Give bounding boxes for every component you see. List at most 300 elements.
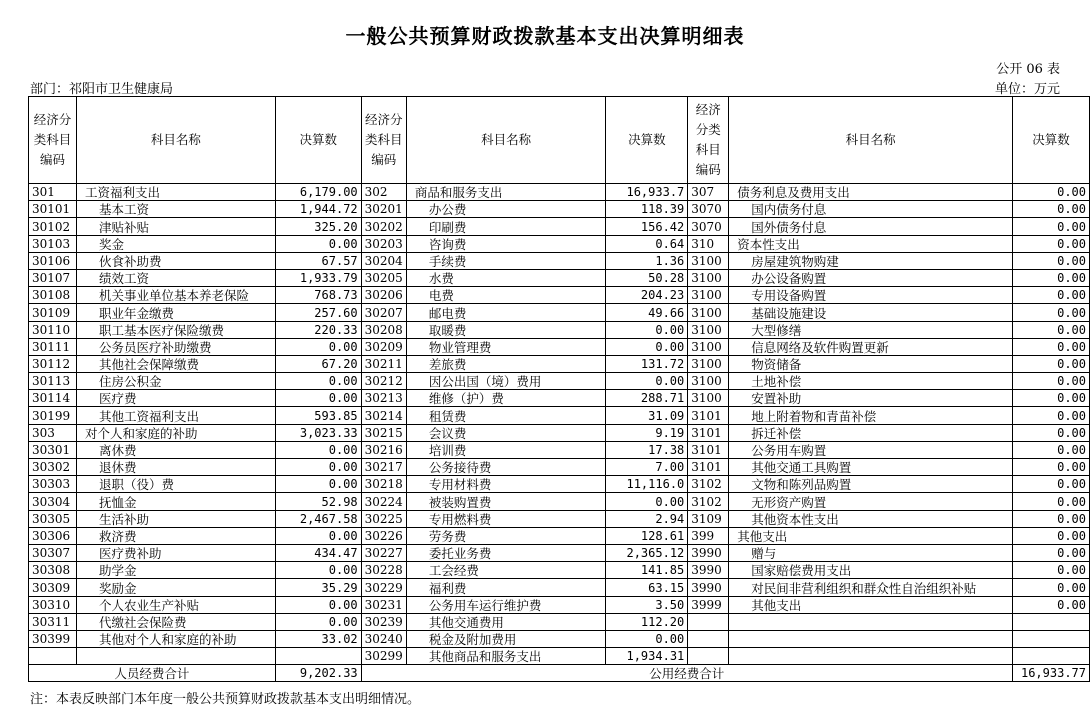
item-code: 30224: [361, 493, 406, 510]
item-name: 职工基本医疗保险缴费: [76, 321, 275, 338]
item-name: 抚恤金: [76, 493, 275, 510]
item-name: 手续费: [406, 252, 606, 269]
item-name: 基本工资: [76, 201, 275, 218]
item-amount: 0.00: [1012, 321, 1089, 338]
item-amount: 1,934.31: [606, 648, 688, 665]
item-code: 30228: [361, 562, 406, 579]
item-name: 其他支出: [729, 527, 1013, 544]
item-amount: 128.61: [606, 527, 688, 544]
item-amount: 0.00: [1012, 355, 1089, 372]
item-name: 电费: [406, 287, 606, 304]
item-code: 30202: [361, 218, 406, 235]
item-amount: 118.39: [606, 201, 688, 218]
item-code: 307: [688, 184, 729, 201]
item-code: 3100: [688, 304, 729, 321]
item-amount: 0.00: [1012, 441, 1089, 458]
item-name: 工会经费: [406, 562, 606, 579]
item-amount: 0.00: [1012, 218, 1089, 235]
header-code: 经济分类科目编码: [361, 97, 406, 184]
item-code: 3100: [688, 252, 729, 269]
item-name: [76, 648, 275, 665]
item-amount: 50.28: [606, 269, 688, 286]
item-amount: 0.00: [275, 527, 361, 544]
item-code: 30211: [361, 355, 406, 372]
item-amount: 257.60: [275, 304, 361, 321]
item-amount: 288.71: [606, 390, 688, 407]
item-amount: 0.00: [1012, 338, 1089, 355]
item-code: 30199: [29, 407, 77, 424]
item-code: 30399: [29, 630, 77, 647]
item-name: 被装购置费: [406, 493, 606, 510]
item-code: 30205: [361, 269, 406, 286]
totals-row: [29, 665, 1090, 682]
item-amount: 11,116.0: [606, 476, 688, 493]
item-name: 退职（役）费: [76, 476, 275, 493]
item-name: 土地补偿: [729, 373, 1013, 390]
item-name: 奖励金: [76, 579, 275, 596]
item-amount: 2,365.12: [606, 544, 688, 561]
footnote: 注：本表反映部门本年度一般公共预算财政拨款基本支出明细情况。: [30, 692, 421, 707]
item-name: 离休费: [76, 441, 275, 458]
item-amount: 0.00: [1012, 527, 1089, 544]
item-name: 劳务费: [406, 527, 606, 544]
item-code: 30101: [29, 201, 77, 218]
item-amount: 0.00: [1012, 493, 1089, 510]
item-code: 30308: [29, 562, 77, 579]
item-code: 30303: [29, 476, 77, 493]
item-amount: 0.00: [1012, 373, 1089, 390]
item-code: 30110: [29, 321, 77, 338]
item-name: 福利费: [406, 579, 606, 596]
item-name: 信息网络及软件购置更新: [729, 338, 1013, 355]
item-name: 救济费: [76, 527, 275, 544]
item-code: 30109: [29, 304, 77, 321]
item-amount: 0.64: [606, 235, 688, 252]
item-name: 对个人和家庭的补助: [76, 424, 275, 441]
item-amount: 17.38: [606, 441, 688, 458]
item-code: 30108: [29, 287, 77, 304]
item-name: 国外债务付息: [729, 218, 1013, 235]
table-row: [29, 613, 1090, 630]
item-code: 30107: [29, 269, 77, 286]
form-number: 公开 06 表: [996, 62, 1060, 77]
item-code: 3101: [688, 441, 729, 458]
table-row: [29, 184, 1090, 201]
item-name: 税金及附加费用: [406, 630, 606, 647]
item-code: 30301: [29, 441, 77, 458]
item-amount: [1012, 630, 1089, 647]
item-name: 职业年金缴费: [76, 304, 275, 321]
item-name: 公务用车运行维护费: [406, 596, 606, 613]
item-code: 3102: [688, 476, 729, 493]
item-code: 30226: [361, 527, 406, 544]
item-code: 3100: [688, 390, 729, 407]
item-name: 资本性支出: [729, 235, 1013, 252]
item-name: 其他社会保障缴费: [76, 355, 275, 372]
item-amount: 0.00: [275, 596, 361, 613]
item-amount: 7.00: [606, 459, 688, 476]
item-code: 3100: [688, 321, 729, 338]
item-amount: 0.00: [606, 630, 688, 647]
table-row: [29, 441, 1090, 458]
item-amount: 0.00: [275, 390, 361, 407]
item-amount: 0.00: [1012, 596, 1089, 613]
item-code: 3101: [688, 407, 729, 424]
item-code: 3100: [688, 373, 729, 390]
item-name: 专用燃料费: [406, 510, 606, 527]
item-amount: 6,179.00: [275, 184, 361, 201]
item-name: 培训费: [406, 441, 606, 458]
item-amount: 49.66: [606, 304, 688, 321]
item-amount: 0.00: [275, 476, 361, 493]
item-code: 30212: [361, 373, 406, 390]
item-amount: 0.00: [275, 338, 361, 355]
item-name: 专用材料费: [406, 476, 606, 493]
item-amount: 1,933.79: [275, 269, 361, 286]
item-code: 30111: [29, 338, 77, 355]
table-row: [29, 407, 1090, 424]
item-amount: 0.00: [1012, 424, 1089, 441]
item-amount: 16,933.7: [606, 184, 688, 201]
item-name: 其他资本性支出: [729, 510, 1013, 527]
item-code: 399: [688, 527, 729, 544]
table-row: [29, 269, 1090, 286]
public-total-value: 16,933.77: [1012, 665, 1089, 682]
item-amount: 63.15: [606, 579, 688, 596]
table-row: [29, 424, 1090, 441]
item-amount: 0.00: [1012, 201, 1089, 218]
item-amount: 0.00: [1012, 184, 1089, 201]
item-name: 印刷费: [406, 218, 606, 235]
item-name: 奖金: [76, 235, 275, 252]
item-code: 30231: [361, 596, 406, 613]
item-name: 绩效工资: [76, 269, 275, 286]
personnel-total-value: 9,202.33: [275, 665, 361, 682]
item-amount: 0.00: [1012, 544, 1089, 561]
item-code: 30304: [29, 493, 77, 510]
item-name: 其他商品和服务支出: [406, 648, 606, 665]
item-code: 30112: [29, 355, 77, 372]
item-name: 安置补助: [729, 390, 1013, 407]
item-amount: 204.23: [606, 287, 688, 304]
header-code: 经济分类科目编码: [29, 97, 77, 184]
table-row: [29, 476, 1090, 493]
header-amount: 决算数: [275, 97, 361, 184]
item-name: 国家赔偿费用支出: [729, 562, 1013, 579]
item-code: 30310: [29, 596, 77, 613]
item-code: 30203: [361, 235, 406, 252]
item-name: 公务接待费: [406, 459, 606, 476]
item-code: 30217: [361, 459, 406, 476]
item-name: 房屋建筑物购建: [729, 252, 1013, 269]
item-amount: 0.00: [1012, 407, 1089, 424]
item-name: 邮电费: [406, 304, 606, 321]
item-amount: 0.00: [275, 235, 361, 252]
item-code: 30206: [361, 287, 406, 304]
item-name: 伙食补助费: [76, 252, 275, 269]
item-code: 30208: [361, 321, 406, 338]
item-amount: 141.85: [606, 562, 688, 579]
table-row: [29, 235, 1090, 252]
item-code: 3990: [688, 562, 729, 579]
item-code: 3101: [688, 459, 729, 476]
item-name: 因公出国（境）费用: [406, 373, 606, 390]
item-name: 取暖费: [406, 321, 606, 338]
item-code: 30240: [361, 630, 406, 647]
item-amount: 0.00: [1012, 269, 1089, 286]
item-amount: 593.85: [275, 407, 361, 424]
item-code: 303: [29, 424, 77, 441]
item-name: 其他对个人和家庭的补助: [76, 630, 275, 647]
item-name: 生活补助: [76, 510, 275, 527]
item-amount: 0.00: [275, 562, 361, 579]
personnel-total-label: 人员经费合计: [29, 665, 276, 682]
table-row: [29, 648, 1090, 665]
item-code: 30239: [361, 613, 406, 630]
item-amount: 1,944.72: [275, 201, 361, 218]
item-code: 3109: [688, 510, 729, 527]
item-amount: 0.00: [1012, 562, 1089, 579]
item-name: 国内债务付息: [729, 201, 1013, 218]
table-row: [29, 287, 1090, 304]
item-name: 维修（护）费: [406, 390, 606, 407]
table-row: [29, 390, 1090, 407]
item-code: 30102: [29, 218, 77, 235]
table-row: [29, 321, 1090, 338]
table-row: [29, 544, 1090, 561]
item-name: 物业管理费: [406, 338, 606, 355]
item-code: 30204: [361, 252, 406, 269]
item-code: 3990: [688, 579, 729, 596]
item-amount: 0.00: [606, 321, 688, 338]
item-amount: 0.00: [1012, 235, 1089, 252]
item-name: 文物和陈列品购置: [729, 476, 1013, 493]
header-name: 科目名称: [76, 97, 275, 184]
item-name: 水费: [406, 269, 606, 286]
item-amount: 3.50: [606, 596, 688, 613]
item-name: 医疗费补助: [76, 544, 275, 561]
table-row: [29, 493, 1090, 510]
item-code: 3101: [688, 424, 729, 441]
item-code: 30229: [361, 579, 406, 596]
item-name: 助学金: [76, 562, 275, 579]
item-name: [729, 613, 1013, 630]
item-code: [688, 630, 729, 647]
item-name: 个人农业生产补贴: [76, 596, 275, 613]
item-code: 30209: [361, 338, 406, 355]
item-code: [688, 648, 729, 665]
item-code: 3999: [688, 596, 729, 613]
item-name: 代缴社会保险费: [76, 613, 275, 630]
item-code: 30214: [361, 407, 406, 424]
item-name: 租赁费: [406, 407, 606, 424]
item-amount: 0.00: [1012, 252, 1089, 269]
item-name: 住房公积金: [76, 373, 275, 390]
item-code: 30114: [29, 390, 77, 407]
item-name: 地上附着物和青苗补偿: [729, 407, 1013, 424]
page-title: 一般公共预算财政拨款基本支出决算明细表: [345, 24, 745, 48]
item-amount: 0.00: [275, 441, 361, 458]
item-code: 30113: [29, 373, 77, 390]
item-code: 3990: [688, 544, 729, 561]
item-code: 30216: [361, 441, 406, 458]
public-total-label: 公用经费合计: [361, 665, 1012, 682]
header-amount: 决算数: [606, 97, 688, 184]
expenditure-table: [28, 96, 1090, 682]
item-amount: 35.29: [275, 579, 361, 596]
table-row: [29, 510, 1090, 527]
item-name: 赠与: [729, 544, 1013, 561]
item-code: 3070: [688, 201, 729, 218]
unit-label: 单位：万元: [994, 82, 1060, 97]
table-row: [29, 338, 1090, 355]
item-code: 30106: [29, 252, 77, 269]
item-name: 大型修缮: [729, 321, 1013, 338]
item-name: 无形资产购置: [729, 493, 1013, 510]
item-amount: 0.00: [275, 613, 361, 630]
item-name: 基础设施建设: [729, 304, 1013, 321]
item-name: 工资福利支出: [76, 184, 275, 201]
item-amount: 67.57: [275, 252, 361, 269]
item-name: 办公费: [406, 201, 606, 218]
item-amount: 0.00: [1012, 287, 1089, 304]
item-amount: 434.47: [275, 544, 361, 561]
header-code: 经济分类科目编码: [688, 97, 729, 184]
item-amount: 33.02: [275, 630, 361, 647]
item-name: 债务利息及费用支出: [729, 184, 1013, 201]
item-name: 公务用车购置: [729, 441, 1013, 458]
item-name: 津贴补贴: [76, 218, 275, 235]
item-code: 30306: [29, 527, 77, 544]
item-amount: 31.09: [606, 407, 688, 424]
item-code: 3070: [688, 218, 729, 235]
item-amount: 0.00: [606, 373, 688, 390]
item-code: 30307: [29, 544, 77, 561]
item-amount: 3,023.33: [275, 424, 361, 441]
item-name: 差旅费: [406, 355, 606, 372]
item-amount: 67.20: [275, 355, 361, 372]
table-row: [29, 252, 1090, 269]
item-name: [729, 630, 1013, 647]
item-name: 退休费: [76, 459, 275, 476]
item-amount: 2.94: [606, 510, 688, 527]
item-name: 专用设备购置: [729, 287, 1013, 304]
item-code: 302: [361, 184, 406, 201]
header-name: 科目名称: [729, 97, 1013, 184]
item-code: [29, 648, 77, 665]
item-code: 3100: [688, 287, 729, 304]
item-name: 会议费: [406, 424, 606, 441]
item-code: 30305: [29, 510, 77, 527]
item-amount: 0.00: [1012, 304, 1089, 321]
item-name: 公务员医疗补助缴费: [76, 338, 275, 355]
item-name: [729, 648, 1013, 665]
item-code: 30103: [29, 235, 77, 252]
item-code: 30311: [29, 613, 77, 630]
item-amount: 0.00: [1012, 579, 1089, 596]
item-name: 其他交通工具购置: [729, 459, 1013, 476]
table-row: [29, 527, 1090, 544]
item-amount: 768.73: [275, 287, 361, 304]
item-code: 3100: [688, 269, 729, 286]
item-code: [688, 613, 729, 630]
item-name: 机关事业单位基本养老保险: [76, 287, 275, 304]
header-amount: 决算数: [1012, 97, 1089, 184]
item-name: 办公设备购置: [729, 269, 1013, 286]
item-code: 30207: [361, 304, 406, 321]
item-amount: 112.20: [606, 613, 688, 630]
item-amount: 131.72: [606, 355, 688, 372]
item-amount: 0.00: [606, 493, 688, 510]
table-row: [29, 201, 1090, 218]
table-row: [29, 459, 1090, 476]
item-amount: [1012, 648, 1089, 665]
item-name: 委托业务费: [406, 544, 606, 561]
item-amount: 220.33: [275, 321, 361, 338]
table-header-row: [29, 97, 1090, 184]
item-amount: 0.00: [1012, 390, 1089, 407]
item-code: 30201: [361, 201, 406, 218]
table-row: [29, 355, 1090, 372]
item-amount: 1.36: [606, 252, 688, 269]
item-code: 30215: [361, 424, 406, 441]
item-name: 物资储备: [729, 355, 1013, 372]
item-code: 30299: [361, 648, 406, 665]
item-amount: 0.00: [275, 459, 361, 476]
item-amount: 325.20: [275, 218, 361, 235]
item-code: 30218: [361, 476, 406, 493]
header-name: 科目名称: [406, 97, 606, 184]
item-name: 医疗费: [76, 390, 275, 407]
item-name: 商品和服务支出: [406, 184, 606, 201]
item-amount: 9.19: [606, 424, 688, 441]
department-label: 部门：祁阳市卫生健康局: [30, 82, 174, 97]
item-name: 其他工资福利支出: [76, 407, 275, 424]
table-row: [29, 304, 1090, 321]
item-amount: 52.98: [275, 493, 361, 510]
item-name: 对民间非营利组织和群众性自治组织补贴: [729, 579, 1013, 596]
item-amount: [1012, 613, 1089, 630]
item-code: 3102: [688, 493, 729, 510]
item-code: 30213: [361, 390, 406, 407]
item-name: 咨询费: [406, 235, 606, 252]
item-code: 3100: [688, 338, 729, 355]
table-row: [29, 579, 1090, 596]
item-code: 301: [29, 184, 77, 201]
item-amount: 0.00: [1012, 510, 1089, 527]
item-amount: 2,467.58: [275, 510, 361, 527]
table-row: [29, 596, 1090, 613]
item-amount: 0.00: [1012, 459, 1089, 476]
item-amount: [275, 648, 361, 665]
table-row: [29, 373, 1090, 390]
item-code: 3100: [688, 355, 729, 372]
table-row: [29, 562, 1090, 579]
item-amount: 156.42: [606, 218, 688, 235]
item-code: 310: [688, 235, 729, 252]
item-name: 其他交通费用: [406, 613, 606, 630]
item-name: 其他支出: [729, 596, 1013, 613]
item-name: 拆迁补偿: [729, 424, 1013, 441]
item-code: 30227: [361, 544, 406, 561]
item-amount: 0.00: [606, 338, 688, 355]
item-code: 30225: [361, 510, 406, 527]
item-amount: 0.00: [1012, 476, 1089, 493]
item-amount: 0.00: [275, 373, 361, 390]
item-code: 30302: [29, 459, 77, 476]
table-row: [29, 218, 1090, 235]
table-row: [29, 630, 1090, 647]
